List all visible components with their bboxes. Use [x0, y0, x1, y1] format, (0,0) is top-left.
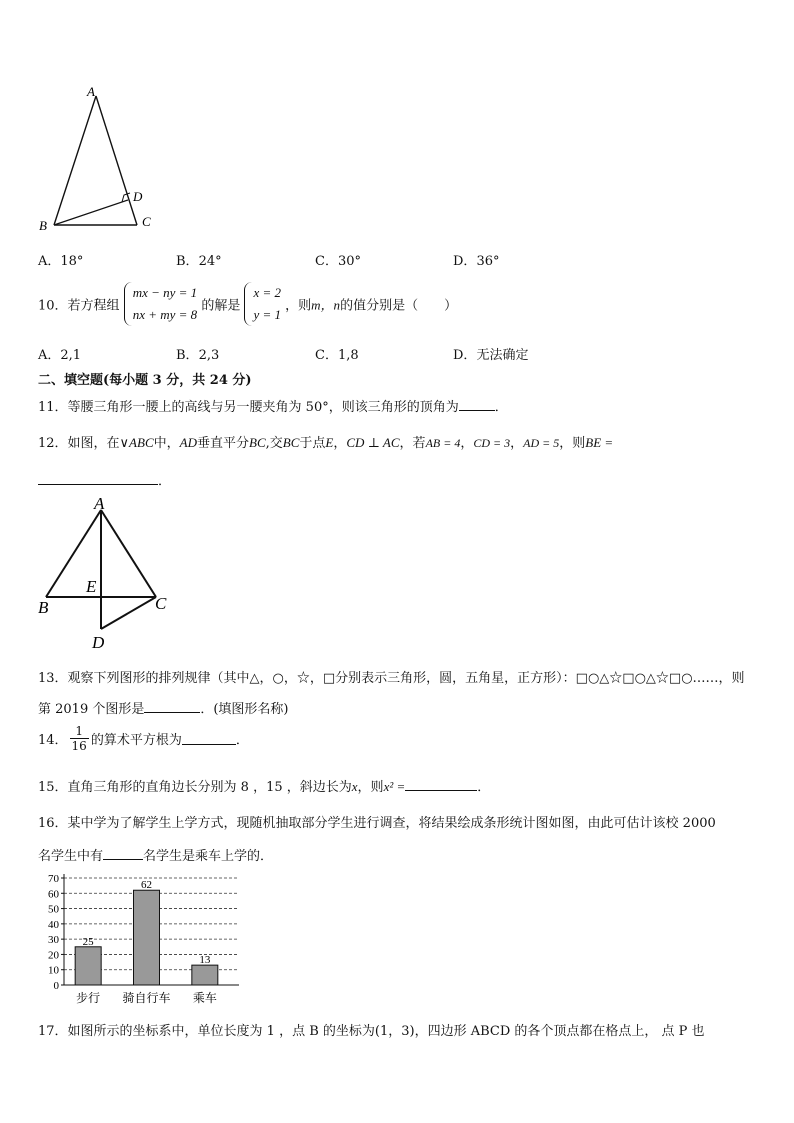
label-c: C [155, 594, 167, 613]
option-text: 2,1 [60, 348, 82, 363]
fraction [70, 724, 89, 753]
question-10 [38, 282, 457, 326]
bar-value-label: 62 [141, 879, 152, 892]
option-letter: B． [176, 348, 199, 363]
q12-bc: BC [249, 435, 266, 450]
q10-mid: 的解是 [201, 298, 241, 314]
side-ab [54, 96, 96, 225]
q12-text: 于点 [299, 436, 326, 451]
question-12 [38, 432, 613, 451]
option-text: 无法确定 [476, 348, 529, 363]
q13-text: 第 2019 个图形是 [38, 702, 145, 717]
q10-prefix: 10．若方程组 [38, 298, 120, 314]
q12-sep: ， [460, 436, 474, 451]
q10-option-d[interactable] [453, 344, 528, 363]
q13-text: ．(填图形名称) [200, 702, 289, 717]
y-tick-label: 10 [48, 964, 59, 977]
category-label: 骑自行车 [122, 991, 171, 1005]
solution-system [244, 282, 281, 326]
y-tick-label: 20 [48, 949, 59, 962]
y-tick-label: 50 [48, 903, 59, 916]
option-letter: D． [453, 348, 477, 363]
q12-text: ， [333, 436, 347, 451]
q12-end: ． [158, 474, 172, 489]
bar-value-label: 13 [199, 954, 211, 967]
question-13: 13．观察下列图形的排列规律（其中△，○，☆，□分别表示三角形，圆，五角星，正方形）：□○△☆□○△☆□○……，则 [38, 671, 745, 686]
question-16: 16．某中学为了解学生上学方式，现随机抽取部分学生进行调查，将结果绘成条形统计图如图，由此可估计该校 2000 [38, 816, 716, 831]
q16-answer-blank[interactable] [103, 847, 143, 860]
q11-end: ． [494, 400, 508, 415]
y-tick-label: 0 [53, 980, 59, 992]
q12-text: ，若 [399, 436, 426, 451]
q12-be: BE = [585, 435, 614, 450]
q9-option-d[interactable] [453, 250, 499, 269]
bar [134, 890, 160, 985]
y-tick-label: 30 [48, 934, 59, 947]
equation-system [124, 282, 197, 326]
label-c: C [142, 214, 151, 229]
q10-suffix-b: 的值分别是（ ） [340, 298, 458, 314]
q14-answer-blank[interactable] [182, 732, 236, 745]
q9-option-a[interactable] [38, 250, 83, 269]
q10-option-c[interactable] [315, 344, 359, 363]
option-letter: B． [176, 254, 199, 269]
q15-x: x [351, 779, 358, 794]
q15-end: ． [477, 780, 491, 795]
label-b: B [39, 218, 47, 233]
section-title: 二、填空题(每小题 3 分，共 24 分) [38, 373, 252, 388]
q14-prefix: 14． [38, 733, 68, 748]
bar [192, 965, 218, 985]
q15-answer-blank[interactable] [405, 778, 477, 791]
q14-text: 的算术平方根为 [90, 733, 182, 748]
q12-sep: ， [510, 436, 524, 451]
q11-answer-blank[interactable] [459, 398, 495, 411]
label-e: E [86, 577, 97, 596]
category-label: 步行 [76, 991, 101, 1005]
option-text: 30° [337, 254, 361, 269]
fraction-denominator: 16 [71, 739, 87, 753]
equation-1: mx − ny = 1 [132, 285, 198, 300]
label-d: D [133, 189, 143, 204]
y-tick-label: 40 [48, 918, 59, 931]
question-16-line2 [38, 845, 273, 864]
q12-text: 垂直平分 [196, 436, 249, 451]
y-tick-label: 60 [48, 888, 59, 901]
q12-text: 中， [153, 436, 180, 451]
q15-x-squared: x² = [383, 779, 406, 794]
y-tick-label: 70 [48, 873, 59, 885]
bar-chart [34, 870, 254, 1012]
solution-x: x = 2 [253, 285, 282, 300]
equation-2: nx + my = 8 [132, 307, 198, 322]
q12-cd-perp: CD ⊥ AC [346, 435, 400, 450]
side-ac [96, 96, 137, 225]
q16-text: 名学生中有 [38, 849, 104, 864]
bar-value-label: 25 [82, 935, 94, 948]
bar [75, 947, 101, 985]
q15-text: 15．直角三角形的直角边长分别为 8 ，15 ，斜边长为 [38, 780, 352, 795]
q12-answer-blank[interactable] [38, 472, 158, 485]
option-letter: C． [315, 348, 338, 363]
q13-answer-blank[interactable] [144, 700, 200, 713]
q12-ab: AB = 4 [425, 436, 461, 450]
option-text: 2,3 [198, 348, 220, 363]
q15-text: ，则 [357, 780, 384, 795]
option-text: 1,8 [337, 348, 359, 363]
segment-cd [101, 597, 156, 629]
label-a: A [87, 84, 95, 99]
label-d: D [92, 633, 105, 652]
question-13-line2 [38, 698, 289, 717]
option-text: 24° [198, 254, 222, 269]
question-14 [38, 724, 249, 753]
q10-suffix-a: ，则 [285, 298, 312, 314]
label-a: A [94, 496, 105, 513]
q12-text: 12．如图，在 [38, 436, 120, 451]
q12-text: ，则 [559, 436, 586, 451]
question-11 [38, 396, 508, 415]
segment-bd [54, 200, 128, 225]
q12-ad: AD [179, 435, 197, 450]
q10-option-b[interactable] [176, 344, 219, 363]
q12-cd: CD = 3 [473, 436, 511, 450]
q9-option-c[interactable] [315, 250, 361, 269]
option-letter: A． [38, 254, 61, 269]
side-ac [101, 510, 156, 597]
q10-option-a[interactable] [38, 344, 81, 363]
option-letter: C． [315, 254, 338, 269]
question-12-line2 [38, 470, 171, 489]
q12-ad-value: AD = 5 [523, 436, 560, 450]
q12-triangle: ∨ABC [119, 435, 154, 450]
q16-text: 名学生是乘车上学的． [143, 849, 274, 864]
q14-end: ． [235, 733, 249, 748]
triangle-figure-2 [30, 496, 180, 656]
option-text: 36° [476, 254, 500, 269]
q12-point-e: E [325, 435, 334, 450]
solution-y: y = 1 [253, 307, 282, 322]
fraction-numerator: 1 [70, 724, 89, 739]
question-15 [38, 776, 490, 795]
q12-bc: BC [282, 435, 300, 450]
option-text: 18° [60, 254, 84, 269]
q10-vars: m，n [311, 297, 341, 313]
question-17: 17．如图所示的坐标系中，单位长度为 1 ，点 B 的坐标为(1，3)，四边形 ABCD 的各个顶点都在格点上， 点 P 也 [38, 1024, 705, 1039]
option-letter: A． [38, 348, 61, 363]
triangle-figure-1 [30, 84, 160, 236]
q11-text: 11．等腰三角形一腰上的高线与另一腰夹角为 50°，则该三角形的顶角为 [38, 400, 459, 415]
label-b: B [38, 598, 49, 617]
option-letter: D． [453, 254, 477, 269]
q9-option-b[interactable] [176, 250, 222, 269]
q12-text: ,交 [265, 436, 283, 451]
category-label: 乘车 [192, 991, 217, 1005]
